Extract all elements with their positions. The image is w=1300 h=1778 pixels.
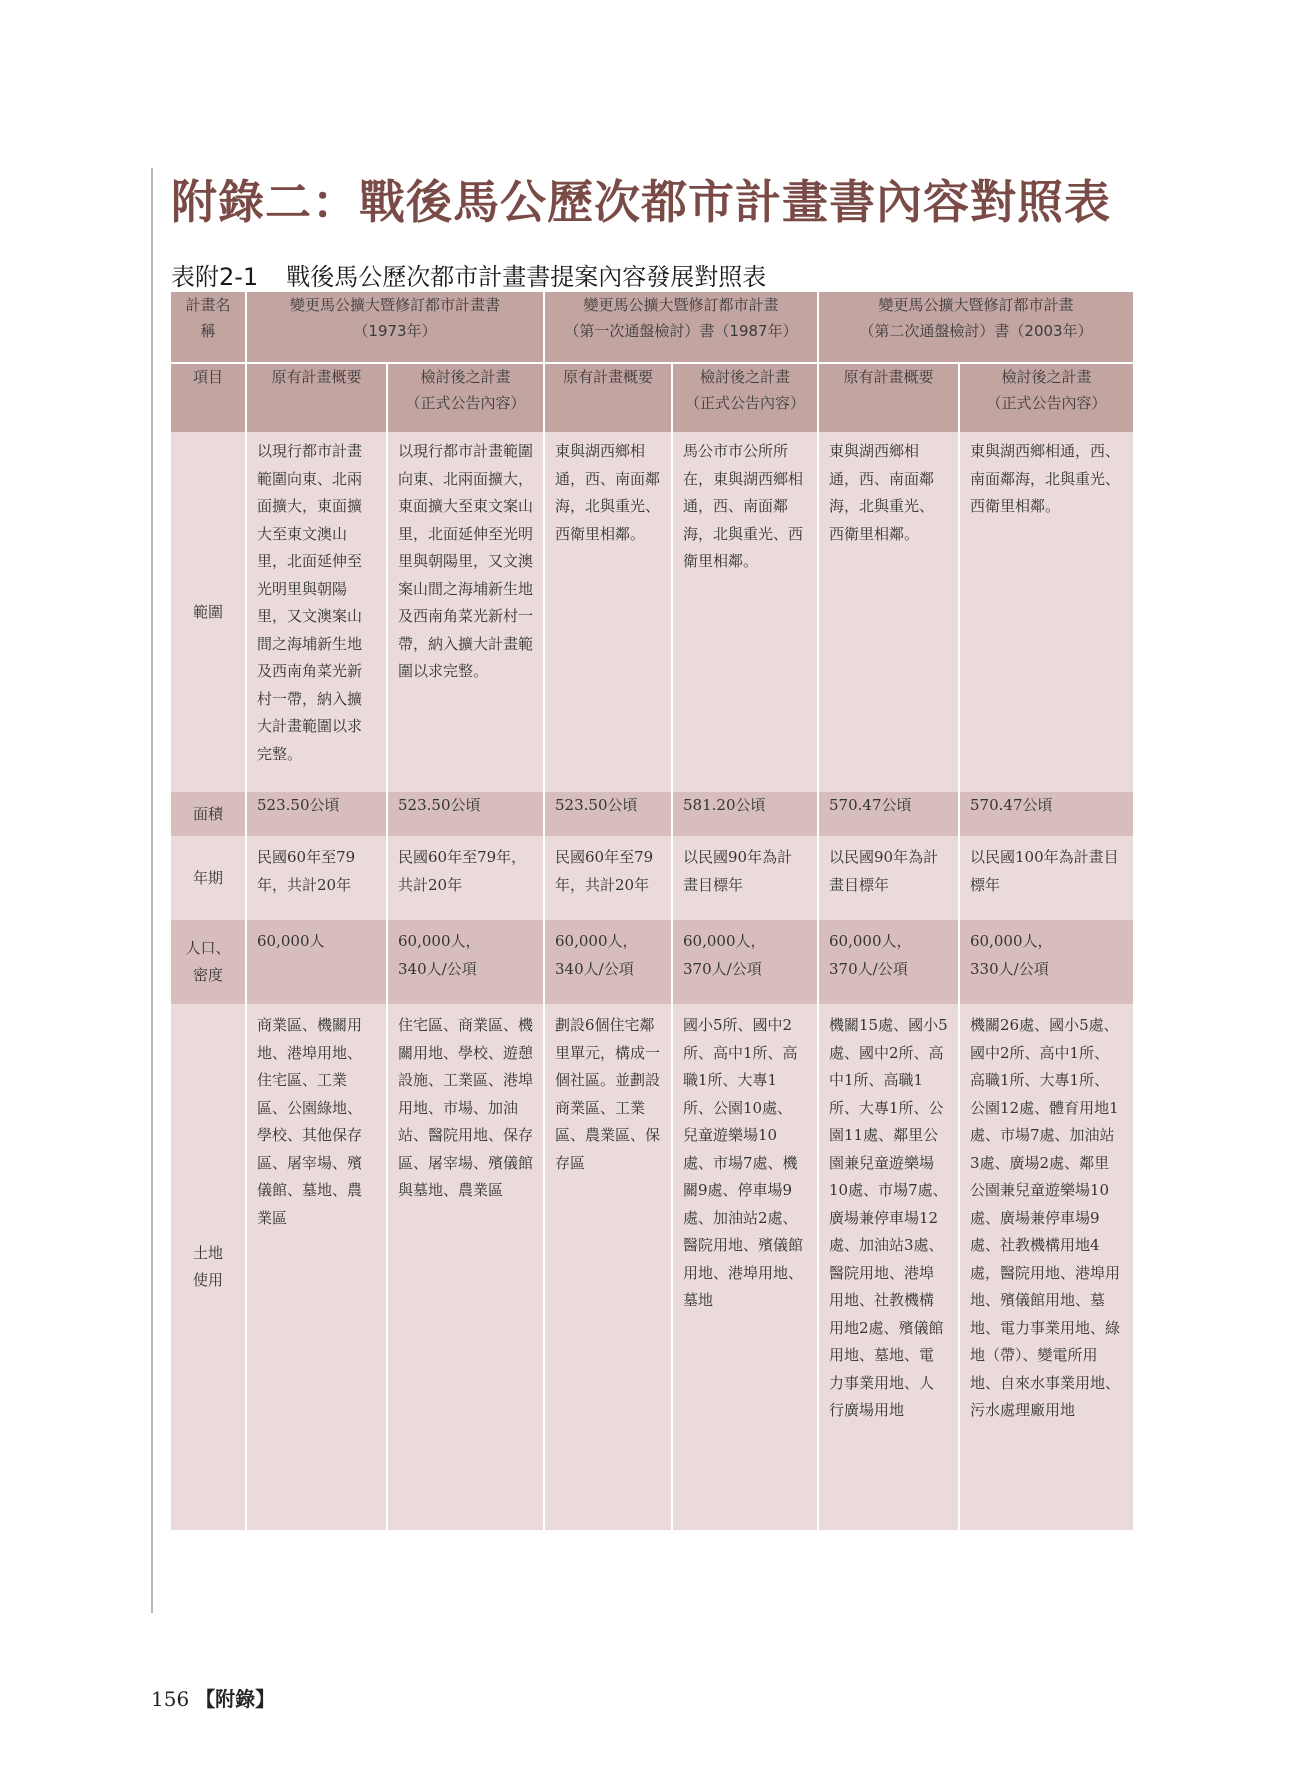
plan-name-header: 計畫名稱 [171, 292, 246, 363]
page-title: 附錄二：戰後馬公歷次都市計畫書內容對照表 [171, 175, 1111, 229]
comparison-table [171, 292, 1133, 1530]
table-number: 表附2-1 [171, 263, 259, 291]
table-cell: 523.50公頃 [246, 792, 387, 836]
table-cell: 以民國90年為計畫目標年 [672, 836, 818, 920]
table-cell: 以民國100年為計畫目標年 [959, 836, 1133, 920]
table-cell: 東與湖西鄉相通，西、南面鄰海，北與重光、西衛里相鄰。 [959, 432, 1133, 792]
table-cell: 馬公市市公所所在，東與湖西鄉相通，西、南面鄰海，北與重光、西衛里相鄰。 [672, 432, 818, 792]
table-cell: 民國60年至79年，共計20年 [387, 836, 544, 920]
table-row-period [171, 836, 1133, 920]
table-cell: 570.47公頃 [818, 792, 959, 836]
table-cell: 570.47公頃 [959, 792, 1133, 836]
page-number: 156 [151, 1687, 190, 1711]
table-cell: 東與湖西鄉相通，西、南面鄰海，北與重光、西衛里相鄰。 [544, 432, 672, 792]
plan-header-1973: 變更馬公擴大暨修訂都市計畫書 （1973年） [246, 292, 544, 363]
revised-plan-header: 檢討後之計畫 （正式公告內容） [387, 363, 544, 432]
table-cell: 民國60年至79年，共計20年 [544, 836, 672, 920]
margin-rule [151, 168, 153, 1613]
table-cell: 60,000人， 340人/公項 [387, 920, 544, 1004]
row-label-range: 範圍 [171, 432, 246, 792]
table-row-landuse [171, 1004, 1133, 1530]
table-cell: 581.20公頃 [672, 792, 818, 836]
section-label: 【附錄】 [195, 1687, 276, 1711]
row-label-landuse: 土地使用 [171, 1004, 246, 1530]
table-cell: 60,000人， 370人/公項 [818, 920, 959, 1004]
table-cell: 60,000人， 330人/公項 [959, 920, 1133, 1004]
table-row-range [171, 432, 1133, 792]
table-cell: 商業區、機關用地、港埠用地、住宅區、工業區、公園綠地、學校、其他保存區、屠宰場、殯儀館、墓地、農業區 [246, 1004, 387, 1530]
header-row-plans [171, 292, 1133, 363]
table-cell: 機關26處、國小5處、國中2所、高中1所、高職1所、大專1所、公園12處、體育用地1處、市場7處、加油站3處、廣場2處、鄰里公園兼兒童遊樂場10處、廣場兼停車場9處、社教機構用地4處，醫院用地、港埠用地、殯儀館用地、墓地、電力事業用地、綠地（帶）、變電所用地、自來水事業用地、污水處理廠用地 [959, 1004, 1133, 1530]
table-cell: 60,000人， 340人/公項 [544, 920, 672, 1004]
table-row-area [171, 792, 1133, 836]
item-header: 項目 [171, 363, 246, 432]
table-cell: 以現行都市計畫範圍向東、北兩面擴大，東面擴大至東文案山里，北面延伸至光明里與朝陽里，又文澳案山間之海埔新生地及西南角菜光新村一帶，納入擴大計畫範圍以求完整。 [387, 432, 544, 792]
original-summary-header: 原有計畫概要 [818, 363, 959, 432]
row-label-area: 面積 [171, 792, 246, 836]
table-cell: 劃設6個住宅鄰里單元，構成一個社區。並劃設商業區、工業區、農業區、保存區 [544, 1004, 672, 1530]
table-cell: 國小5所、國中2所、高中1所、高職1所、大專1所、公園10處、兒童遊樂場10處、市場7處、機關9處、停車場9處、加油站2處、醫院用地、殯儀館用地、港埠用地、墓地 [672, 1004, 818, 1530]
table-cell: 以民國90年為計畫目標年 [818, 836, 959, 920]
revised-plan-header: 檢討後之計畫 （正式公告內容） [672, 363, 818, 432]
page-footer [151, 1683, 275, 1712]
original-summary-header: 原有計畫概要 [544, 363, 672, 432]
header-row-items [171, 363, 1133, 432]
revised-plan-header: 檢討後之計畫 （正式公告內容） [959, 363, 1133, 432]
table-cell: 以現行都市計畫範圍向東、北兩面擴大，東面擴大至東文澳山里，北面延伸至光明里與朝陽里，又文澳案山間之海埔新生地及西南角菜光新村一帶，納入擴大計畫範圍以求完整。 [246, 432, 387, 792]
plan-header-1987: 變更馬公擴大暨修訂都市計畫 （第一次通盤檢討）書（1987年） [544, 292, 818, 363]
row-label-period: 年期 [171, 836, 246, 920]
original-summary-header: 原有計畫概要 [246, 363, 387, 432]
table-cell: 523.50公頃 [387, 792, 544, 836]
table-cell: 523.50公頃 [544, 792, 672, 836]
table-cell: 機關15處、國小5處、國中2所、高中1所、高職1所、大專1所、公園11處、鄰里公園兼兒童遊樂場10處、市場7處、廣場兼停車場12處、加油站3處、醫院用地、港埠用地、社教機構用地2處、殯儀館用地、墓地、電力事業用地、人行廣場用地 [818, 1004, 959, 1530]
plan-header-2003: 變更馬公擴大暨修訂都市計畫 （第二次通盤檢討）書（2003年） [818, 292, 1133, 363]
table-caption [171, 257, 766, 292]
table-cell: 東與湖西鄉相通，西、南面鄰海，北與重光、西衛里相鄰。 [818, 432, 959, 792]
table-cell: 60,000人， 370人/公項 [672, 920, 818, 1004]
table-title: 戰後馬公歷次都市計畫書提案內容發展對照表 [286, 263, 767, 291]
table-cell: 民國60年至79年，共計20年 [246, 836, 387, 920]
table-cell: 60,000人 [246, 920, 387, 1004]
row-label-population: 人口、密度 [171, 920, 246, 1004]
table-cell: 住宅區、商業區、機關用地、學校、遊憩設施、工業區、港埠用地、市場、加油站、醫院用地、保存區、屠宰場、殯儀館與墓地、農業區 [387, 1004, 544, 1530]
table-row-population [171, 920, 1133, 1004]
